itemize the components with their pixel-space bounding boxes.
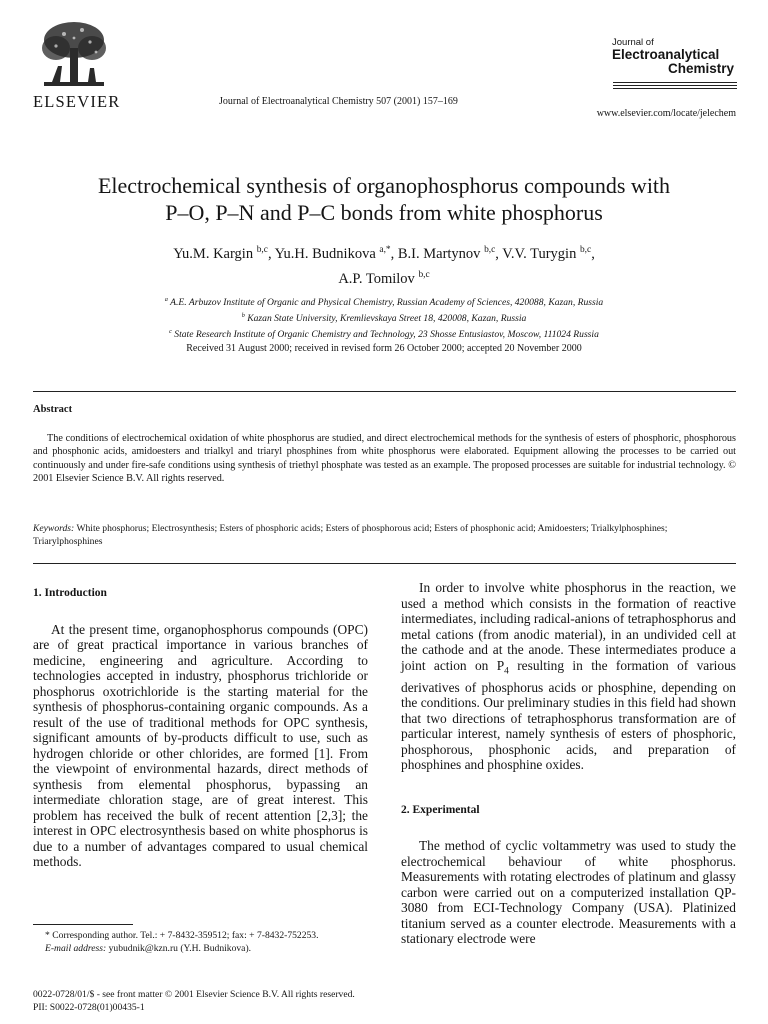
affiliation: $^c$ State Research Institute of Organic Chemistry and Technology, 23 Shosse Entusiastov, Moscow, 111024 Russia bbox=[169, 328, 599, 341]
author-name: A.P. Tomilov bbox=[338, 270, 415, 287]
paragraph: At the present time, organophosphorus compounds (OPC) are of great practical importance in various branches of medicine, engineering and agriculture. According to technologies accepted in industry, phosphorus trichloride or phosphorus oxotrichloride is the starting material for the synthesis of phosphorus-containing organic compounds. As a result of the use of traditional methods for OPC synthesis, significant amounts of by-products difficult to use, such as hydrogen chloride or other chlorides, are formed [1]. From the viewpoint of environmental hazards, direct methods of synthesis from elemental phosphorus, bypassing an intermediate chloration stage, are of great interest. This problem has received the bulk of recent attention [2,3]; the interest in OPC electrosynthesis based on white phosphorus is due to a number of advantages compared to usual chemical methods. bbox=[33, 621, 368, 869]
journal-brand-line1: Journal of bbox=[612, 37, 654, 48]
affiliation: $^b$ Kazan State University, Kremlievskaya Street 18, 420008, Kazan, Russia bbox=[241, 312, 527, 325]
author-affiliation-mark: b,c bbox=[256, 245, 268, 255]
corresponding-author: * Corresponding author. Tel.: + 7-8432-359512; fax: + 7-8432-752253. bbox=[45, 930, 319, 941]
keywords-label: Keywords: bbox=[33, 523, 75, 534]
affiliation: $^a$ A.E. Arbuzov Institute of Organic and Physical Chemistry, Russian Academy of Sciences, 420088, Kazan, Russia bbox=[164, 296, 604, 309]
section-heading-introduction: 1. Introduction bbox=[33, 587, 107, 599]
elsevier-tree-logo bbox=[34, 18, 114, 94]
journal-brand-line2: Electroanalytical bbox=[612, 46, 720, 62]
brand-rule bbox=[613, 82, 737, 83]
right-column bbox=[401, 580, 736, 947]
journal-brand bbox=[612, 38, 734, 76]
title-line-2: P–O, P–N and P–C bonds from white phosphorus bbox=[165, 200, 603, 225]
abstract-heading: Abstract bbox=[33, 404, 73, 415]
brand-rule bbox=[613, 85, 737, 86]
received-dates: Received 31 August 2000; received in revised form 26 October 2000; accepted 20 November 2000 bbox=[186, 343, 582, 354]
section-heading-experimental: 2. Experimental bbox=[401, 803, 480, 816]
brand-rule bbox=[613, 88, 737, 89]
affiliations bbox=[40, 293, 728, 342]
article-title bbox=[40, 172, 728, 226]
title-line-1: Electrochemical synthesis of organophosphorus compounds with bbox=[97, 173, 671, 198]
footnote bbox=[33, 930, 368, 955]
author-affiliation-mark: b,c bbox=[418, 269, 430, 280]
abstract-text: The conditions of electrochemical oxidation of white phosphorus are studied, and direct electrochemical methods for the synthesis of esters of phosphoric, phosphorous and phosphonic acids, amidoesters and trialkyl and triaryl phosphines from white phosphorus were elaborated. Equipment allowing the processes to be carried out continuously and under fire-safe conditions using synthesis of triethyl phosphate was tested as an example. The proposed processes are suitable for industrial technology. © 2001 Elsevier Science B.V. All rights reserved. bbox=[33, 433, 736, 485]
author-affiliation-mark: b,c bbox=[484, 245, 496, 255]
journal-citation: Journal of Electroanalytical Chemistry 507 (2001) 157–169 bbox=[219, 96, 458, 107]
author-name: Yu.H. Budnikova bbox=[274, 245, 376, 262]
author-name: Yu.M. Kargin bbox=[173, 245, 254, 262]
divider bbox=[33, 391, 736, 392]
author-name: B.I. Martynov bbox=[397, 245, 481, 262]
issn-line: 0022-0728/01/$ - see front matter © 2001 Elsevier Science B.V. All rights reserved. bbox=[33, 989, 355, 1000]
left-column bbox=[33, 580, 368, 870]
author-affiliation-mark: a,* bbox=[379, 245, 391, 255]
publisher-name: ELSEVIER bbox=[33, 92, 121, 111]
pii-line: PII: S0022-0728(01)00435-1 bbox=[33, 1002, 145, 1013]
paragraph: The method of cyclic voltammetry was used to study the electrochemical behaviour of white phosphorus. Measurements with rotating electrodes of platinum and glassy carbon were carried out on a computerized installation QP-3080 from ECI-Technology Company (USA). Platinized titanium served as a counter electrode. Measurements with a stationary electrode were bbox=[401, 838, 736, 947]
journal-url[interactable]: www.elsevier.com/locate/jelechem bbox=[596, 108, 736, 119]
paragraph: In order to involve white phosphorus in the reaction, we used a method which consists in the formation of reactive intermediates, including radical-anions of tetraphosphorus and metal cations (from anodic material), in an undivided cell at the cathode and at the anode. These intermediates produce a joint action on $P_4$ resulting in the formation of various derivatives of phosphorus acids or phosphine, depending on the conditions. Our preliminary studies in this field had shown that two directions of tetraphosphorus transformation are of particular interest, namely synthesis of esters of phosphoric, phosphorous, phosphonic acids, and preparation of phosphines and phosphine oxides. bbox=[401, 580, 736, 773]
divider bbox=[33, 563, 736, 564]
keywords bbox=[33, 522, 736, 548]
author-name: V.V. Turygin bbox=[502, 245, 577, 262]
keywords-list: White phosphorus; Electrosynthesis; Esters of phosphoric acids; Esters of phosphorous acid; Esters of phosphonic acid; Amidoesters; Trialkylphosphines; Triarylphosphines bbox=[33, 523, 668, 547]
journal-brand-line3: Chemistry bbox=[668, 61, 735, 77]
author-list: Yu.M. Kargin $^{b,c}$, Yu.H. Budnikova $^{a,*}$, B.I. Martynov $^{b,c}$, V.V. Turygin $^{b,c}$, A.P. Tomilov $^{b,c}$ bbox=[173, 245, 595, 287]
email-label: E-mail address: bbox=[45, 942, 107, 954]
email-address[interactable]: yubudnik@kzn.ru (Y.H. Budnikova). bbox=[108, 942, 252, 954]
footnote-rule bbox=[33, 924, 133, 925]
page-footer bbox=[33, 988, 355, 1014]
author-affiliation-mark: b,c bbox=[579, 245, 592, 255]
